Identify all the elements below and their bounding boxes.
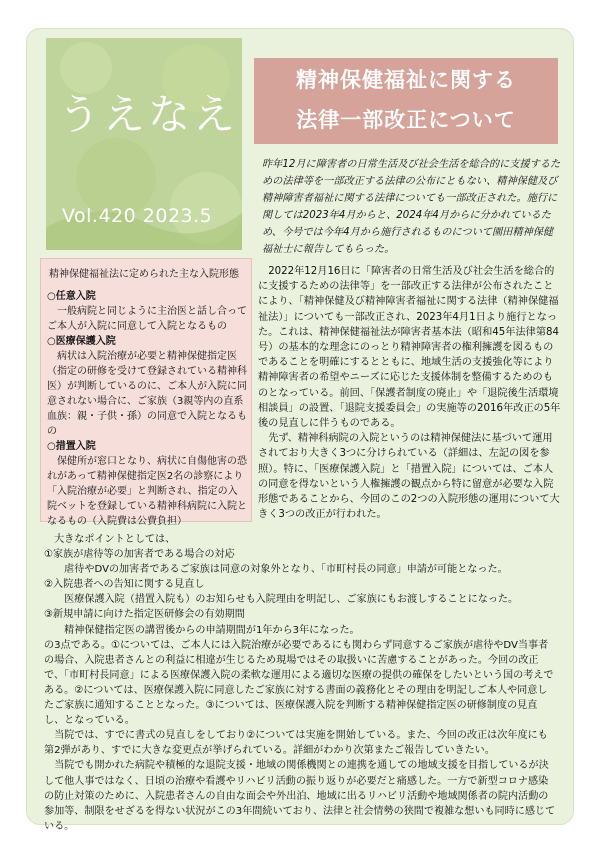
sidebar-body bbox=[47, 289, 247, 529]
sidebar-item-body: 一般病院と同じように主治医と話し合ってご本人が入院に同意して入院となるもの bbox=[47, 306, 247, 332]
bottom-line: ①家族が虐待等の加害者である場合の対応 bbox=[44, 549, 235, 561]
bottom-section bbox=[44, 532, 556, 834]
bottom-paragraph: 当院でも開かれた病院や積極的な退院支援・地域の関係機関との連携を通しての地域支援を目指しているが決して他人事ではなく、日頃の治療や看護やリハビリ活動の振り返りが必要だと痛感した。一方で新型コロナ感染の防止対策のために、入院患者さんの自由な面会や外出泊、地域に出るリハビリ活動や地域関係者の院内活動の参加等、制限をせざるを得ない状況がこの3年間続いており、法律と社会情勢の狭間で複雑な想いも同時に感じている。 bbox=[44, 760, 556, 832]
lead-paragraph: 昨年12月に障害者の日常生活及び社会生活を総合的に支援するための法律等を一部改正する法律の公布にともない、精神保健及び精神障害者福祉に関する法律についても一部改正された。施行に関しては2023年4月からと、2024年4月からに分かれているため、今号では今年4月から施行されるものについて園田精神保健福祉士に報告してもらった。 bbox=[262, 159, 561, 255]
title-box bbox=[254, 58, 558, 144]
right-column bbox=[258, 264, 562, 522]
body-paragraph: 2022年12月16日に「障害者の日常生活及び社会生活を総合的に支援するための法律等」を一部改正する法律が公布されたことにより、「精神保健及び精神障害者福祉に関する法律（精神保健福祉法）」についても一部改正され、2023年4月1日より施行となった。これは、精神保健福祉法が障害者基本法（昭和45年法律第84号）の基本的な理念にのっとり精神障害者の権利擁護を図るものであることを明確にするとともに、地域生活の支援強化等により精神障害者の希望やニーズに応じた支援体制を整備するためのものとなっている。前回、「保護者制度の廃止」や「退院後生活環境相談員」の設置、「退院支援委員会」の実施等の2016年改正の5年後の見直しに伴うものである。 bbox=[258, 266, 561, 430]
volume-label: Vol.420 2023.5 bbox=[62, 205, 213, 227]
sidebar-item-head: ○任意入院 bbox=[47, 291, 96, 302]
bottom-line: ③新規申請に向けた指定医研修会の有効期間 bbox=[44, 609, 245, 621]
brand-name: うえなえ bbox=[58, 90, 239, 139]
sidebar-item-head: ○医療保護入院 bbox=[47, 336, 116, 347]
sidebar-box bbox=[40, 258, 252, 527]
sidebar-item-head: ○措置入院 bbox=[47, 441, 96, 452]
bottom-line: 虐待やDVの加害者であるご家族は同意の対象外となり、「市町村長の同意」申請が可能となった。 bbox=[44, 564, 508, 576]
body-paragraph: 先ず、精神科病院の入院というのは精神保健法に基づいて運用されており大きく3つに分けられている（詳細は、左記の図を参照）。特に、「医療保護入院」と「措置入院」については、ご本人の同意を得ないという人権擁護の観点から特に留意が必要な入院形態であることから、今回のこの2つの入院形態の運用について大きく3つの改正が行われた。 bbox=[258, 433, 560, 521]
sidebar-title: 精神保健福祉法に定められた主な入院形態 bbox=[49, 269, 239, 280]
bottom-paragraph: 当院では、すでに書式の見直しをしており②については実施を開始している。また、今回の改正は次年度にも第2弾があり、すでに大きな変更点が挙げられている。詳細がわかり次第またご報告していきたい。 bbox=[44, 730, 548, 757]
sidebar-item-body: 病状は入院治療が必要と精神保健指定医（指定の研修を受けて登録されている精神科医）が判断しているのに、ご本人が入院に同意されない場合に、ご家族（3親等内の直系血族：親・子供・孫）の同意で入院となるもの bbox=[47, 351, 247, 437]
bottom-line: 精神保健指定医の講習後からの申請期間が1年から3年になった。 bbox=[44, 624, 360, 636]
bottom-line: ②入院患者への告知に関する見直し bbox=[44, 579, 205, 591]
page-title-line-2: 法律一部改正について bbox=[296, 108, 516, 132]
page-title-line-1: 精神保健福祉に関する bbox=[296, 68, 516, 92]
bottom-paragraph: の3点である。①については、ご本人には入院治療が必要であるにも関わらず同意するご家族が虐待やDV当事者の場合、入院患者さんとの利益に相違が生じるため現場ではその取扱いに苦慮することがあった。今回の改正で、「市町村長同意」による医療保護入院の柔軟な運用による適切な医療の提供の確保をしたいという国の考えである。②については、医療保護入院に同意したご家族に対する書面の義務化とその理由を明記しご本人や同意したご家族に通知することとなった。③については、医療保護入院を判断する精神保健指定医の研修制度の見直し、となっている。 bbox=[44, 639, 554, 727]
sidebar-item-body: 保健所が窓口となり、病状に自傷他害の恐れがあって精神保健指定医2名の診察により「入院治療が必要」と判断され、指定の入院ベットを登録している精神科病院に入院となるもの（入院費は公費負担） bbox=[47, 456, 247, 527]
bottom-line: 医療保護入院（措置入院も）のお知らせも入院理由を明記し、ご家族にもお渡しすることになった。 bbox=[44, 594, 519, 606]
bottom-line: 大きなポイントとしては、 bbox=[44, 534, 176, 545]
